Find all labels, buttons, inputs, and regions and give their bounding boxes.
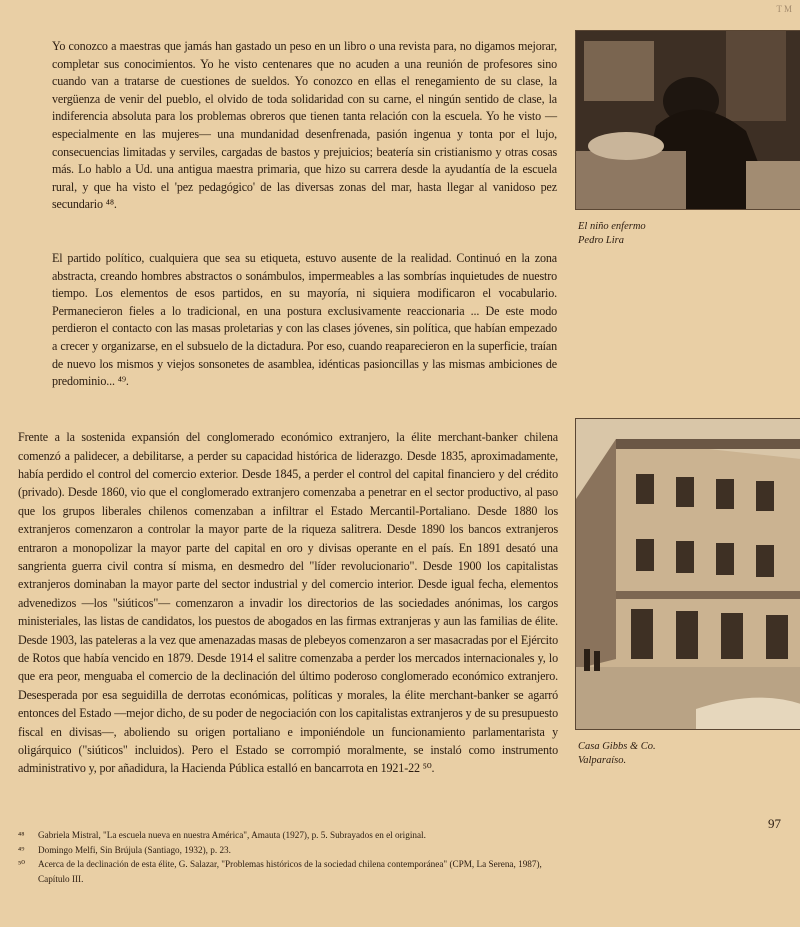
caption-photo1	[578, 220, 778, 248]
footnote-text: Gabriela Mistral, "La escuela nueva en nuestra América", Amauta (1927), p. 5. Subrayados en el original.	[38, 830, 426, 840]
footnote-mark: ⁴⁹	[18, 844, 25, 855]
caption-photo1-title: El niño enfermo	[578, 221, 646, 232]
caption-photo2	[578, 740, 778, 768]
footnote	[18, 843, 563, 858]
footnote	[18, 828, 563, 843]
gibbs-building-photo	[575, 418, 800, 730]
caption-photo2-title: Casa Gibbs & Co.	[578, 741, 656, 752]
painting-sick-child-image	[575, 30, 800, 210]
page-number: 97	[768, 816, 781, 831]
caption-photo1-author: Pedro Lira	[578, 235, 624, 246]
quote-paragraph-mistral: Yo conozco a maestras que jamás han gastado un peso en un libro o una revista para, no digamos mejorar, completar sus conocimientos. Yo he visto centenares que no acuden a una reunión de profesores sino cuando van a tratarse de cuestiones de sueldos. Yo conozco en ellas el renegamiento de su clase, la vergüenza de venir del pueblo, el olvido de toda solidaridad con su carne, el ningún sentido de clase, la indiferencia absoluta para los problemas obreros que tienen tanta relación con la escuela. Yo he visto —especialmente en las mujeres— una mundanidad desenfrenada, pasión ingenua y tonta por el lujo, consecuencias limitadas y serviles, cargadas de bastos y prejuicios; beatería sin cristianismo y otras cosas más. Lo hablo a Ud. una antigua maestra primaria, que hizo su carrera desde la ayudantía de la escuela rural, y que ha visto el 'pez pedagógico' de las diversas zonas del mar, hasta llegar al vanidoso pez secundario ⁴⁸.	[52, 39, 557, 212]
corner-mark: TM	[776, 4, 794, 14]
footnote-text: Domingo Melfi, Sin Brújula (Santiago, 1932), p. 23.	[38, 844, 231, 855]
footnote-text: Acerca de la declinación de esta élite, G. Salazar, "Problemas históricos de la sociedad chilena contemporánea" (CPM, La Serena, 1987), Capítulo III.	[38, 859, 542, 884]
footnote-mark: ⁵⁰	[18, 859, 25, 869]
main-body-text: Frente a la sostenida expansión del conglomerado económico extranjero, la élite merchant-banker chilena comenzó a palidecer, a debilitarse, a perder su capacidad histórica de liderazgo. Desde 1835, aproximadamente, había perdido el control del comercio exterior. Desde 1845, a perder el control del capital financiero y del crédito (privado). Desde 1860, vio que el conglomerado extranjero comenzaba a penetrar en el sector productivo, al paso que los grupos liberales chilenos comenzaban a infiltrar el Estado Mercantil-Portaliano. Desde 1880 los extranjeros comenzaron a controlar la mayor parte de la riqueza salitrera. Desde 1890 los bancos extranjeros entraron a monopolizar la mayor parte del capital en oro y divisas operante en el país. En 1891 desató una sangrienta guerra civil contra sí misma, en desmedro del "líder revolucionario". Desde 1900 los capitalistas extranjeros dominaban la mayor parte del sector industrial y del comercio interior. Desde igual fecha, elementos advenedizos —los "siúticos"— comenzaron a invadir los directorios de las sociedades anónimas, los cargos ministeriales, las listas de candidatos, los puestos de abogados en las firmas extranjeras y aun las familias de élite. Desde 1903, las pateleras a la vez que amenazadas masas de plebeyos comenzaron a ser masacradas por el Ejército de Rotos que había vencido en 1879. Desde 1914 el salitre comenzaba a perder los mercados internacionales y, lo que era peor, menguaba el comercio de la declinación del último poderoso conglomerado económico extranjero. Desesperada por esa seguidilla de derrotas económicas, políticas y morales, la élite merchant-banker se agarró entonces del Estado —mejor dicho, de su poder de negociación con los capitalistas extranjeros y de su presupuesto fiscal en divisas—, aboliendo su origen portaliano e imponiéndole un funcionamiento parlamentarista y oligárquico ("siúticos" incluidos). Pero el Estado se corrompió moralmente, se instaló como instrumento administrativo y, por añadidura, la Hacienda Pública estalló en bancarrota en 1921-22 ⁵⁰.	[18, 430, 558, 776]
quote-paragraph-melfi: El partido político, cualquiera que sea su etiqueta, estuvo ausente de la realidad. Continuó en la zona abstracta, creando hombres abstractos o sonámbulos, impermeables a las sombrías inquietudes de nuestro tiempo. Los elementos de esos partidos, en su mayoría, ni siquiera modificaron el vocabulario. Permanecieron fieles a lo tradicional, en una postura exclusivamente reaccionaria ... De este modo perdieron el contacto con las masas proletarias y con las clases jóvenes, sin política, que habían empezado a crecer y organizarse, en el subsuelo de la dictadura. Por eso, cuando reaparecieron en la superficie, traían de nuevo los mismos y viejos sonsonetes de asamblea, idénticas pasioncillas y las mismas ambiciones de predominio... ⁴⁹.	[52, 251, 557, 389]
footnotes	[18, 828, 563, 886]
footnote	[18, 857, 563, 886]
caption-photo2-place: Valparaíso.	[578, 755, 627, 766]
footnote-mark: ⁴⁸	[18, 830, 25, 840]
